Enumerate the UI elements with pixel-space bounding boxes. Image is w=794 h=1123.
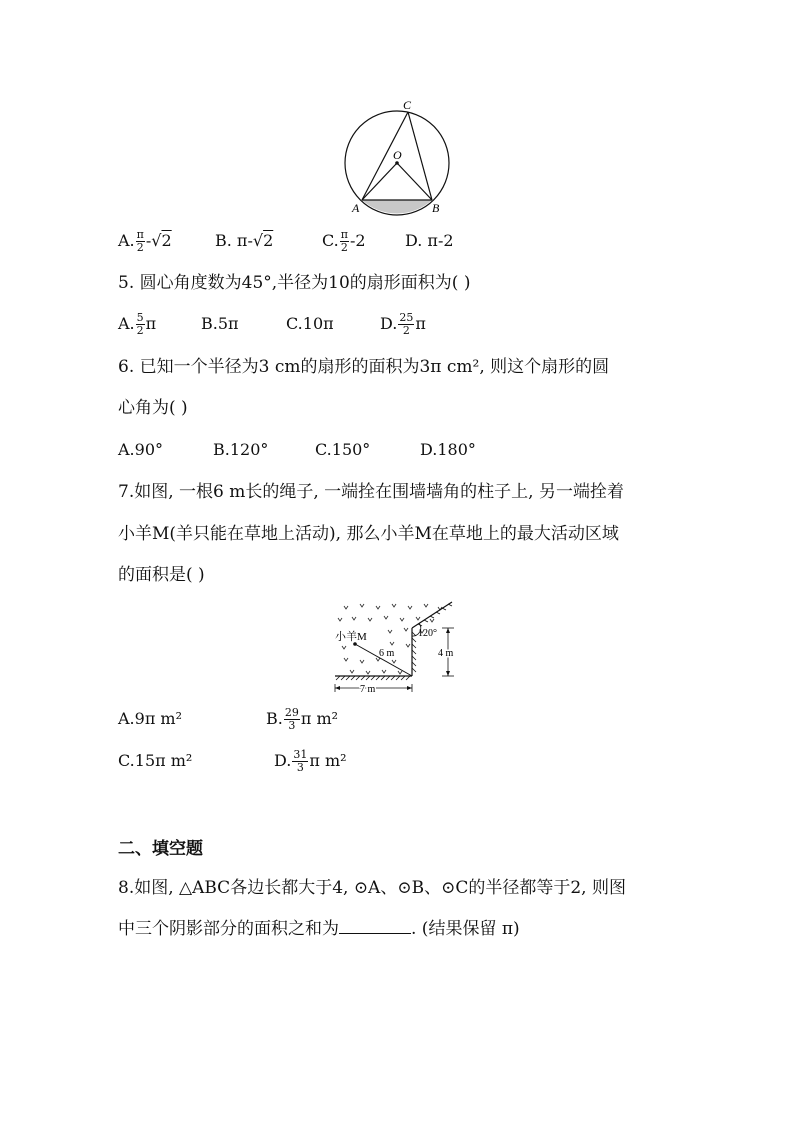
section-title: 二、填空题	[118, 839, 203, 859]
angle-label: 120°	[418, 628, 437, 639]
q6-stem-line1: 6. 已知一个半径为3 cm的扇形的面积为3π cm², 则这个扇形的圆	[118, 357, 610, 377]
circle-triangle-figure	[335, 96, 460, 218]
sheep-wall-figure	[330, 598, 465, 698]
q8-line2-post: . (结果保留 π)	[411, 919, 520, 939]
q5-option-c: C.10π	[286, 314, 334, 333]
label-b: B	[432, 201, 440, 215]
q6-stem-line2: 心角为( )	[118, 398, 188, 418]
q6-option-d: D.180°	[420, 440, 476, 459]
q6-option-b: B.120°	[213, 440, 269, 459]
height-label: 4 m	[438, 648, 454, 659]
q4-option-a: A. $\frac{\pi}{2}$ -√2	[118, 228, 172, 254]
q5-option-a: A. $\frac{5}{2}$ π	[118, 311, 157, 337]
radius-oa	[362, 163, 397, 200]
wall-hatch	[412, 632, 416, 672]
q6-option-c: C.150°	[315, 440, 371, 459]
q7-stem-line3: 的面积是( )	[118, 565, 205, 585]
q5-option-b: B.5π	[201, 314, 239, 333]
shaded-segment	[362, 200, 432, 214]
rope-label: 6 m	[379, 648, 395, 659]
q8-line2	[118, 917, 520, 941]
q7-option-c: C.15π m²	[118, 751, 193, 770]
slanted-hatch	[418, 604, 452, 626]
sheep-label: 小羊M	[335, 631, 367, 643]
q7-option-b: B. $\frac{29}{3}$ π m²	[266, 706, 339, 732]
q7-stem-line1: 7.如图, 一根6 m长的绳子, 一端拴在围墙墙角的柱子上, 另一端拴着	[118, 482, 624, 502]
q4-option-b: B. π-√2	[215, 231, 274, 250]
q4-option-d: D. π-2	[405, 231, 454, 250]
q7-option-a: A.9π m²	[118, 709, 183, 728]
q8-line2-pre: 中三个阴影部分的面积之和为	[118, 919, 339, 939]
label-o: O	[393, 148, 402, 162]
q4-option-c: C. $\frac{\pi}{2}$ -2	[322, 228, 366, 254]
q5-option-d: D. $\frac{25}{2}$ π	[380, 311, 426, 337]
q8-line1: 8.如图, △ABC各边长都大于4, ⊙A、⊙B、⊙C的半径都等于2, 则图	[118, 878, 626, 898]
answer-blank[interactable]	[339, 917, 411, 934]
label-c: C	[403, 98, 412, 112]
label-a: A	[352, 201, 360, 215]
q6-option-a: A.90°	[118, 440, 163, 459]
base-label: 7 m	[360, 684, 376, 695]
q5-stem: 5. 圆心角度数为45°,半径为10的扇形面积为( )	[118, 273, 471, 293]
q7-stem-line2: 小羊M(羊只能在草地上活动), 那么小羊M在草地上的最大活动区域	[118, 524, 619, 544]
q7-option-d: D. $\frac{31}{3}$ π m²	[274, 748, 347, 774]
